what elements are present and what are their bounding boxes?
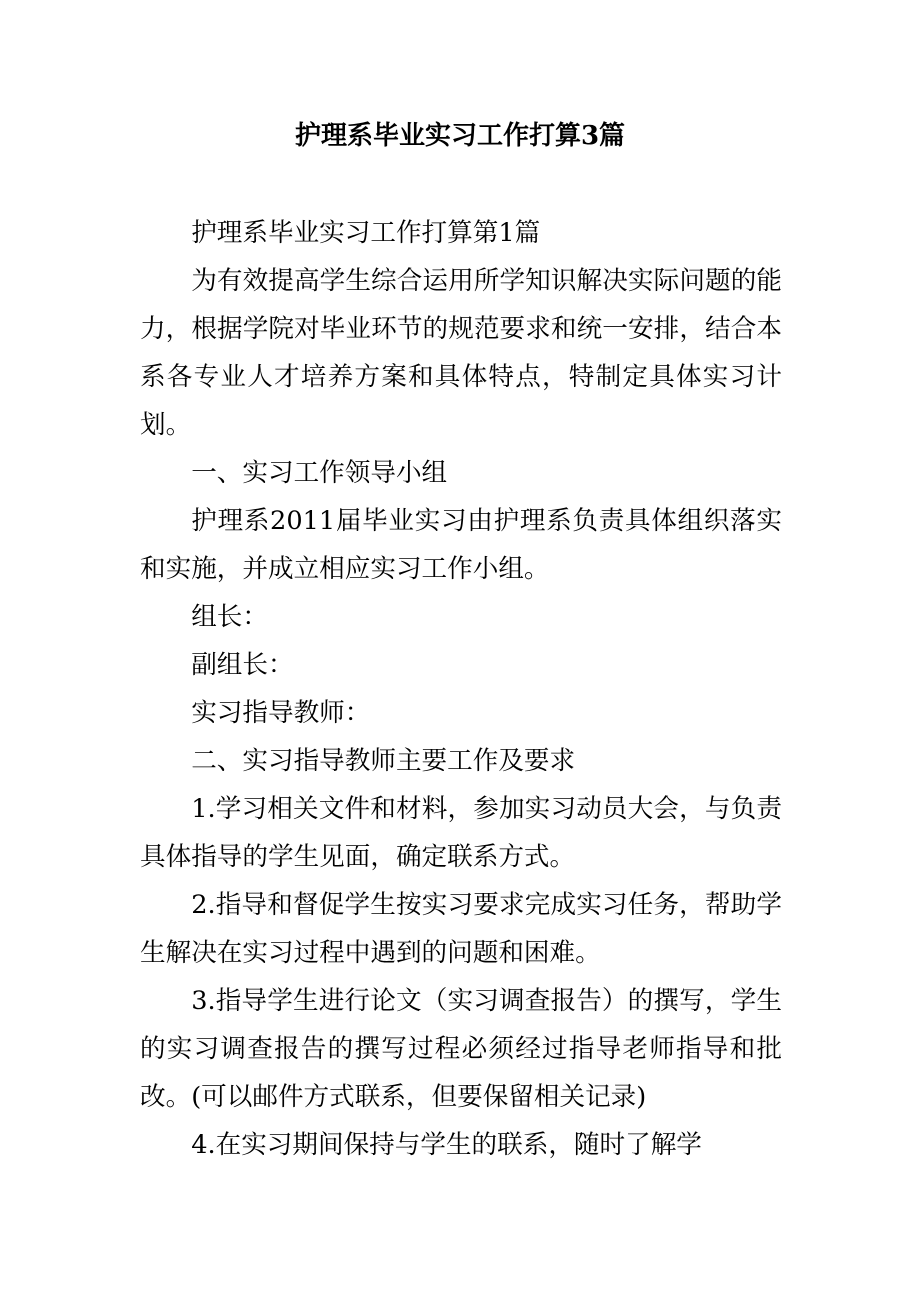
heading-leadership-group: 一、实习工作领导小组: [191, 458, 448, 488]
field-deputy-leader: 副组长：: [191, 650, 294, 680]
list-item-duty-3: 3.指导学生进行论文（实习调查报告）的撰写，学生的实习调查报告的撰写过程必须经过指导老师指导和批改。(可以邮件方式联系，但要保留相关记录): [140, 986, 782, 1112]
field-group-leader: 组长：: [191, 602, 268, 632]
document-title: 护理系毕业实习工作打算3篇: [294, 121, 626, 151]
list-item-duty-1: 1.学习相关文件和材料，参加实习动员大会，与负责具体指导的学生见面，确定联系方式。: [140, 794, 782, 872]
list-item-duty-2: 2.指导和督促学生按实习要求完成实习任务，帮助学生解决在实习过程中遇到的问题和困难。: [140, 890, 782, 968]
heading-instructor-duties: 二、实习指导教师主要工作及要求: [191, 746, 576, 776]
paragraph-section-heading: 护理系毕业实习工作打算第1篇: [191, 218, 541, 248]
field-instructors: 实习指导教师：: [191, 698, 371, 728]
paragraph-intro: 为有效提高学生综合运用所学知识解决实际问题的能力，根据学院对毕业环节的规范要求和统一安排，结合本系各专业人才培养方案和具体特点，特制定具体实习计划。: [140, 266, 782, 440]
document-body: [140, 209, 782, 1169]
paragraph-organization: 护理系2011届毕业实习由护理系负责具体组织落实和实施，并成立相应实习工作小组。: [140, 506, 782, 584]
list-item-duty-4: 4.在实习期间保持与学生的联系，随时了解学: [191, 1130, 702, 1160]
